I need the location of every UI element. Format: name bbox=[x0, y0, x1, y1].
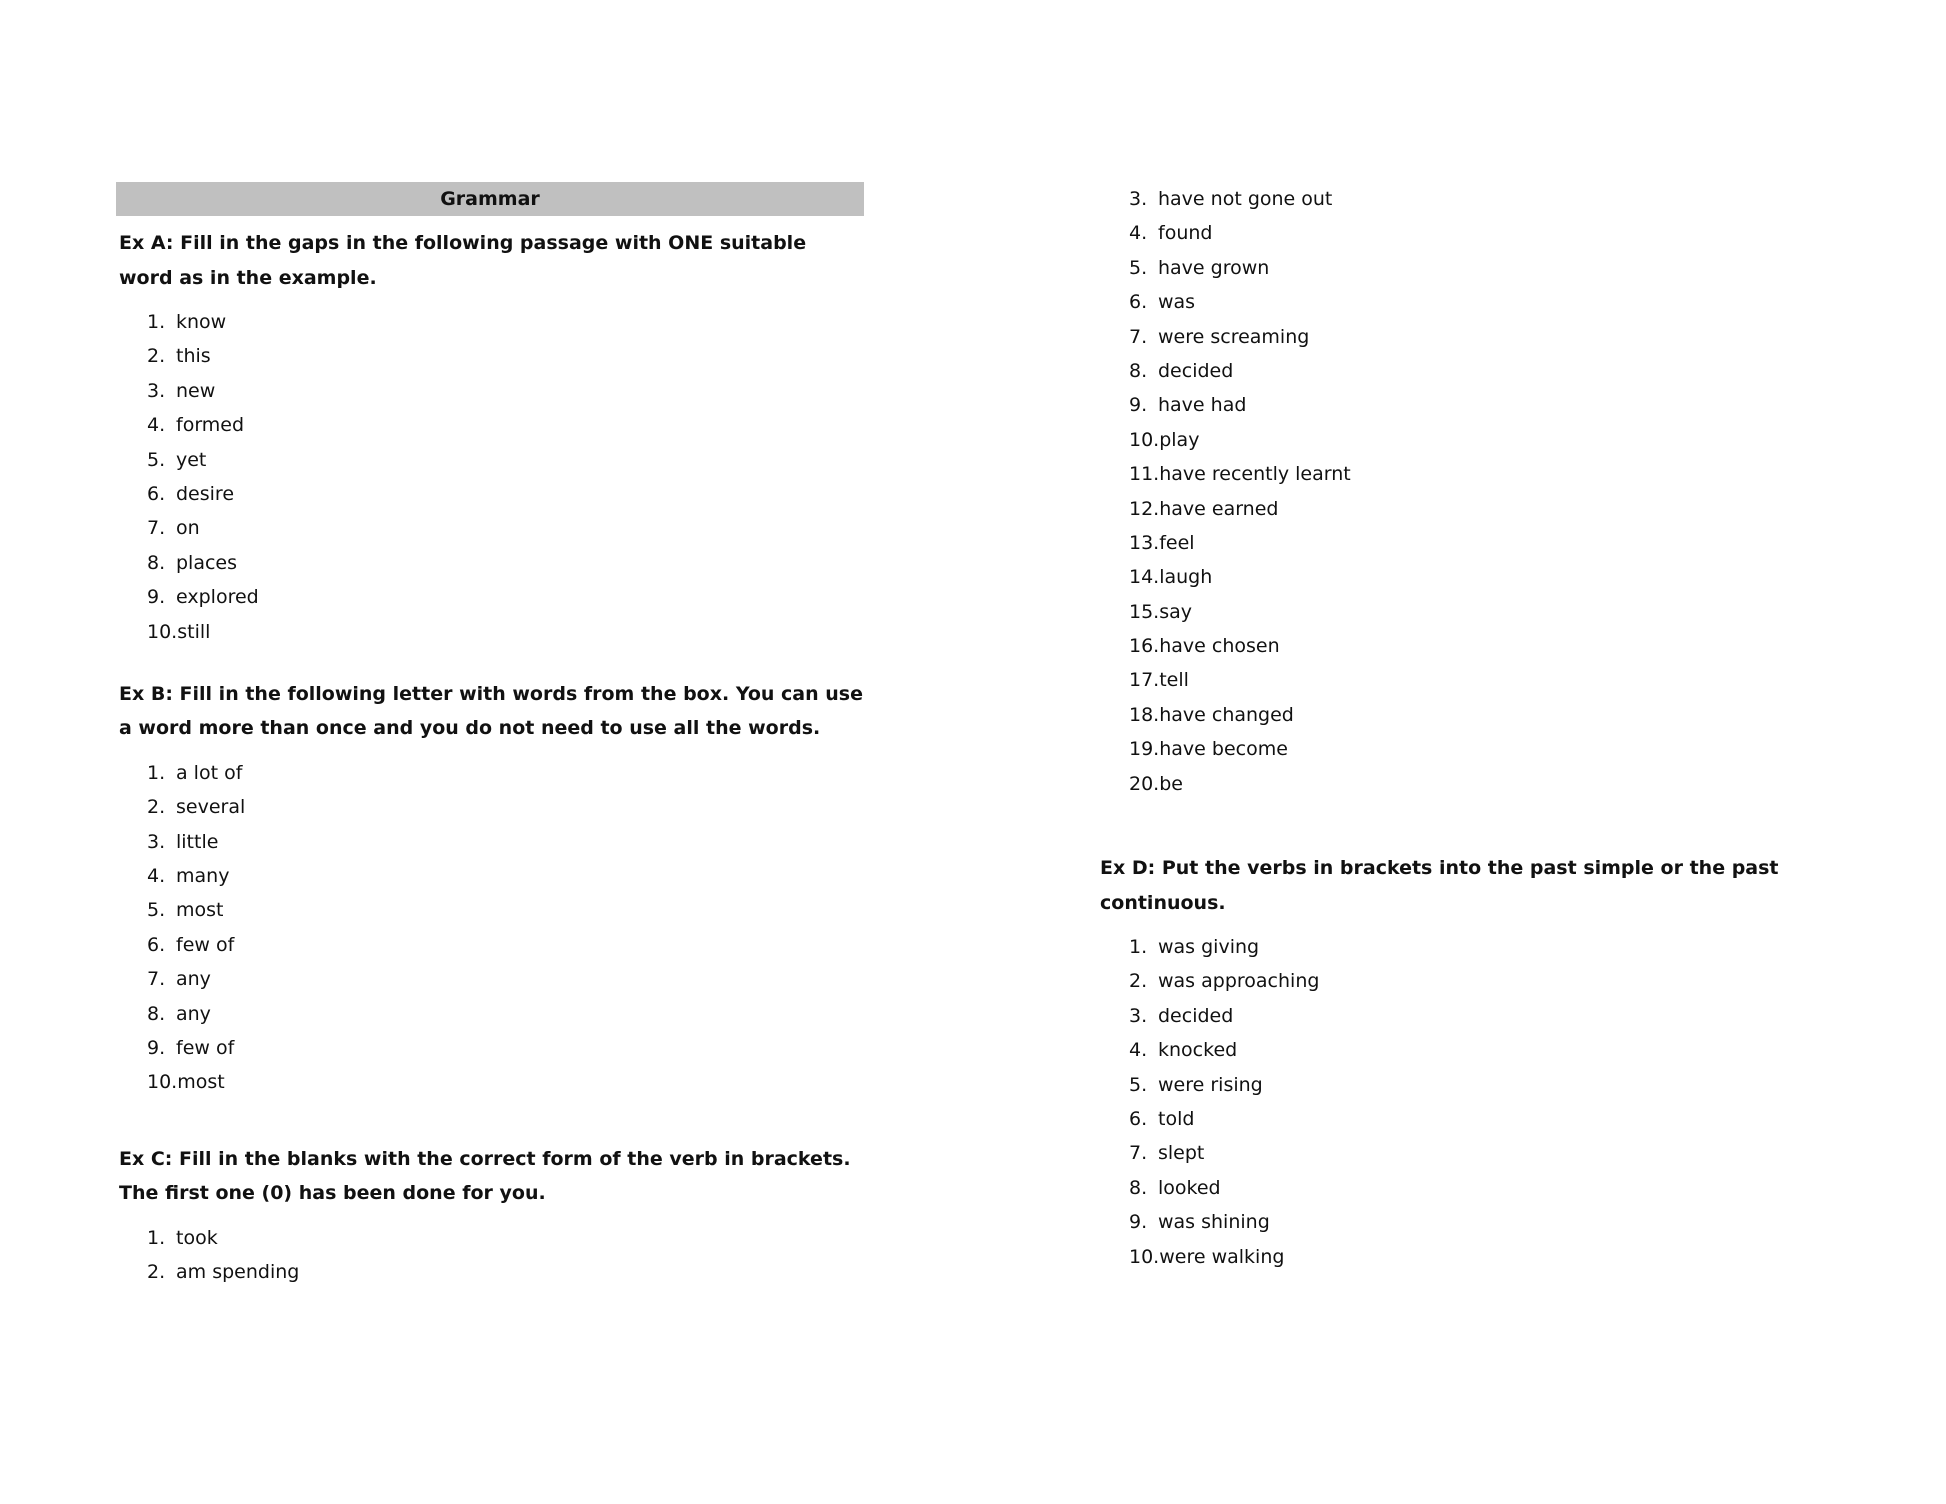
answer-item bbox=[147, 859, 864, 893]
answer-number: 6. bbox=[1129, 1107, 1148, 1130]
answer-text: was bbox=[1158, 291, 1196, 314]
answer-item bbox=[1129, 560, 1878, 594]
answer-text: took bbox=[176, 1226, 218, 1249]
answer-text: laugh bbox=[1159, 566, 1213, 589]
answer-number: 7. bbox=[1129, 325, 1148, 348]
answer-text: decided bbox=[1158, 1004, 1234, 1027]
answer-item bbox=[1129, 492, 1878, 526]
answer-text: have had bbox=[1158, 394, 1247, 417]
answer-number: 13. bbox=[1129, 531, 1160, 554]
answer-text: many bbox=[176, 865, 230, 888]
exercise-b-answers bbox=[116, 756, 864, 1100]
answer-number: 6. bbox=[1129, 291, 1148, 314]
exercise-c-title: Ex C: Fill in the blanks with the correct form of the verb in brackets. The first one (0) has been done for you. bbox=[119, 1147, 851, 1205]
answer-text: were walking bbox=[1159, 1245, 1285, 1268]
answer-number: 17. bbox=[1129, 669, 1160, 692]
answer-text: were screaming bbox=[1158, 325, 1310, 348]
answer-text: this bbox=[176, 345, 211, 368]
answer-item bbox=[1129, 285, 1878, 319]
answer-number: 1. bbox=[147, 761, 166, 784]
answer-item bbox=[1129, 354, 1878, 388]
answer-text: any bbox=[176, 968, 211, 991]
answer-text: am spending bbox=[176, 1261, 300, 1284]
answer-item bbox=[147, 339, 864, 373]
answer-number: 10. bbox=[1129, 428, 1160, 451]
answer-number: 4. bbox=[1129, 1039, 1148, 1062]
answer-item bbox=[147, 928, 864, 962]
answer-number: 12. bbox=[1129, 497, 1160, 520]
answer-item bbox=[1129, 767, 1878, 801]
answer-item bbox=[1129, 251, 1878, 285]
answer-number: 10. bbox=[1129, 1245, 1160, 1268]
answer-text: play bbox=[1159, 428, 1200, 451]
answer-text: a lot of bbox=[176, 761, 243, 784]
answer-text: few of bbox=[176, 1037, 235, 1060]
answer-item bbox=[147, 615, 864, 649]
exercise-a-answers bbox=[116, 305, 864, 649]
answer-number: 7. bbox=[147, 968, 166, 991]
answer-text: have recently learnt bbox=[1159, 463, 1351, 486]
answer-text: have earned bbox=[1159, 497, 1279, 520]
answer-item bbox=[147, 962, 864, 996]
answer-item bbox=[147, 1221, 864, 1255]
answer-number: 8. bbox=[1129, 1176, 1148, 1199]
answer-item bbox=[147, 997, 864, 1031]
answer-text: desire bbox=[176, 482, 235, 505]
answer-text: several bbox=[176, 796, 246, 819]
answer-item bbox=[147, 511, 864, 545]
answer-number: 9. bbox=[1129, 394, 1148, 417]
answer-item bbox=[1129, 930, 1878, 964]
answer-item bbox=[1129, 320, 1878, 354]
answer-number: 10. bbox=[147, 1071, 178, 1094]
answer-number: 2. bbox=[147, 1261, 166, 1284]
answer-item bbox=[1129, 423, 1878, 457]
answer-text: most bbox=[176, 899, 224, 922]
answer-number: 2. bbox=[147, 796, 166, 819]
answer-item bbox=[1129, 595, 1878, 629]
answer-item bbox=[1129, 999, 1878, 1033]
answer-text: formed bbox=[176, 414, 245, 437]
answer-text: say bbox=[1159, 600, 1193, 623]
answer-item bbox=[147, 408, 864, 442]
answer-text: few of bbox=[176, 933, 235, 956]
answer-number: 8. bbox=[147, 1002, 166, 1025]
answer-number: 2. bbox=[147, 345, 166, 368]
answer-number: 10. bbox=[147, 620, 178, 643]
answer-item bbox=[1129, 964, 1878, 998]
answer-number: 3. bbox=[147, 379, 166, 402]
answer-number: 1. bbox=[1129, 936, 1148, 959]
answer-text: know bbox=[176, 311, 227, 333]
answer-text: have chosen bbox=[1159, 635, 1280, 658]
answer-text: explored bbox=[176, 586, 259, 609]
answer-item bbox=[1129, 629, 1878, 663]
answer-item bbox=[147, 477, 864, 511]
left-column bbox=[116, 182, 864, 1290]
answer-text: have grown bbox=[1158, 256, 1270, 279]
exercise-d-title: Ex D: Put the verbs in brackets into the past simple or the past continuous. bbox=[1100, 857, 1779, 914]
answer-number: 14. bbox=[1129, 566, 1160, 589]
answer-item bbox=[1129, 1240, 1878, 1274]
answer-number: 8. bbox=[147, 551, 166, 574]
answer-text: on bbox=[176, 517, 200, 540]
answer-number: 5. bbox=[147, 899, 166, 922]
answer-number: 8. bbox=[1129, 359, 1148, 382]
answer-text: have changed bbox=[1159, 703, 1294, 726]
right-column bbox=[1098, 182, 1878, 1274]
answer-text: was giving bbox=[1158, 936, 1260, 959]
answer-item bbox=[1129, 388, 1878, 422]
answer-item bbox=[147, 893, 864, 927]
answer-item bbox=[147, 546, 864, 580]
answer-text: told bbox=[1158, 1107, 1195, 1130]
answer-text: tell bbox=[1159, 669, 1189, 692]
answer-text: little bbox=[176, 830, 219, 853]
answer-number: 18. bbox=[1129, 703, 1160, 726]
answer-item bbox=[1129, 1171, 1878, 1205]
answer-number: 6. bbox=[147, 482, 166, 505]
exercise-a-title: Ex A: Fill in the gaps in the following passage with ONE suitable word as in the example. bbox=[119, 232, 807, 289]
exercise-c-answers-part-1 bbox=[116, 1221, 864, 1290]
answer-text: have not gone out bbox=[1158, 188, 1333, 210]
answer-item bbox=[147, 790, 864, 824]
answer-number: 7. bbox=[147, 517, 166, 540]
answer-item bbox=[147, 825, 864, 859]
answer-item bbox=[1129, 663, 1878, 697]
answer-item bbox=[1129, 1102, 1878, 1136]
answer-item bbox=[1129, 732, 1878, 766]
answer-number: 4. bbox=[147, 414, 166, 437]
answer-item bbox=[1129, 1033, 1878, 1067]
answer-item bbox=[1129, 1136, 1878, 1170]
answer-text: places bbox=[176, 551, 238, 574]
answer-item bbox=[1129, 1068, 1878, 1102]
answer-number: 5. bbox=[1129, 256, 1148, 279]
answer-number: 20. bbox=[1129, 772, 1160, 795]
answer-text: found bbox=[1158, 222, 1213, 245]
answer-text: looked bbox=[1158, 1176, 1221, 1199]
answer-item bbox=[1129, 457, 1878, 491]
answer-text: have become bbox=[1159, 738, 1288, 761]
answer-item bbox=[1129, 526, 1878, 560]
answer-item bbox=[147, 756, 864, 790]
answer-text: knocked bbox=[1158, 1039, 1238, 1062]
answer-item bbox=[147, 305, 864, 339]
answer-text: be bbox=[1159, 772, 1183, 795]
answer-item bbox=[147, 1065, 864, 1099]
answer-number: 9. bbox=[147, 586, 166, 609]
answer-text: feel bbox=[1159, 531, 1195, 554]
answer-text: were rising bbox=[1158, 1073, 1263, 1096]
exercise-d-answers bbox=[1098, 930, 1878, 1274]
answer-text: any bbox=[176, 1002, 211, 1025]
answer-number: 3. bbox=[1129, 1004, 1148, 1027]
answer-number: 16. bbox=[1129, 635, 1160, 658]
answer-text: was approaching bbox=[1158, 970, 1320, 993]
answer-number: 19. bbox=[1129, 738, 1160, 761]
answer-number: 1. bbox=[147, 311, 166, 333]
exercise-c-answers-part-2 bbox=[1098, 182, 1878, 801]
answer-item bbox=[147, 443, 864, 477]
answer-item bbox=[147, 1255, 864, 1289]
answer-item bbox=[147, 580, 864, 614]
answer-number: 3. bbox=[1129, 188, 1148, 210]
answer-number: 4. bbox=[147, 865, 166, 888]
answer-text: new bbox=[176, 379, 216, 402]
answer-item bbox=[147, 374, 864, 408]
answer-number: 5. bbox=[1129, 1073, 1148, 1096]
exercise-b-title: Ex B: Fill in the following letter with words from the box. You can use a word more than once and you do not need to use all the words. bbox=[119, 682, 863, 740]
answer-item bbox=[1129, 1205, 1878, 1239]
answer-number: 7. bbox=[1129, 1142, 1148, 1165]
section-header-grammar: Grammar bbox=[116, 182, 864, 216]
answer-number: 2. bbox=[1129, 970, 1148, 993]
answer-text: decided bbox=[1158, 359, 1234, 382]
answer-number: 11. bbox=[1129, 463, 1160, 486]
answer-item bbox=[1129, 182, 1878, 216]
answer-item bbox=[1129, 698, 1878, 732]
answer-text: yet bbox=[176, 448, 207, 471]
answer-number: 9. bbox=[1129, 1211, 1148, 1234]
answer-number: 5. bbox=[147, 448, 166, 471]
answer-text: was shining bbox=[1158, 1211, 1270, 1234]
answer-number: 4. bbox=[1129, 222, 1148, 245]
answer-text: most bbox=[177, 1071, 225, 1094]
answer-text: slept bbox=[1158, 1142, 1205, 1165]
answer-number: 15. bbox=[1129, 600, 1160, 623]
answer-number: 3. bbox=[147, 830, 166, 853]
answer-number: 9. bbox=[147, 1037, 166, 1060]
answer-number: 1. bbox=[147, 1226, 166, 1249]
answer-item bbox=[1129, 216, 1878, 250]
answer-text: still bbox=[177, 620, 211, 643]
answer-number: 6. bbox=[147, 933, 166, 956]
answer-item bbox=[147, 1031, 864, 1065]
